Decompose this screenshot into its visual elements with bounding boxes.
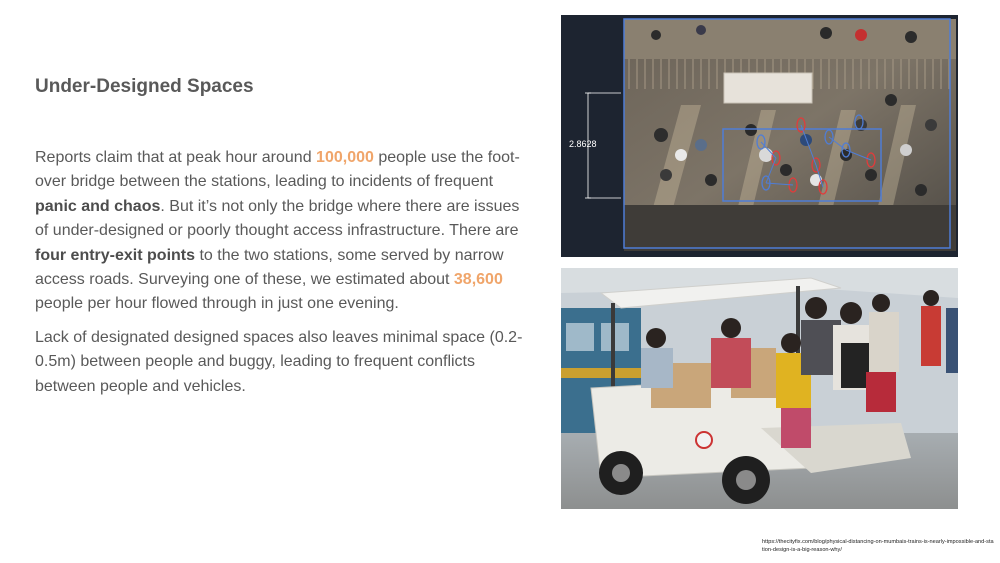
slide-title: Under-Designed Spaces [35,76,254,97]
buggy-scene [561,268,958,509]
measurement-label: 2.8628 [569,139,597,149]
text-segment: to the two stations, some served by narrow access roads. Surveying one of these, we estimated about [35,246,504,289]
paragraph-space-conflicts: Lack of designated designed spaces also leaves minimal space (0.2-0.5m) between people and buggy, leading to frequent conflicts between people and vehicles. [35,328,523,395]
highlight-number-peak: 100,000 [316,149,374,166]
text-segment: people per hour flowed through in just one evening. [35,295,399,313]
aerial-crowd-image [561,15,958,257]
emphasis-entry-exit: four entry-exit points [35,246,196,264]
text-segment: . But it’s not only the bridge where there are issues of under-designed or poorly thought access infrastructure. There are [35,197,520,240]
paragraph-peak-hour [35,146,535,317]
text-segment: people use the foot-over bridge between the stations, leading to incidents of frequent [35,149,520,191]
text-segment: Reports claim that at peak hour around [35,149,317,166]
body-text [35,146,535,408]
source-url: https://thecityfix.com/blog/physical-distancing-on-mumbais-trains-is-nearly-impossible-and-station-design-is-a-big-reason-why/ [762,539,994,553]
emphasis-panic: panic and chaos [35,197,161,215]
highlight-number-flow: 38,600 [453,271,503,289]
aerial-scene [561,15,958,257]
platform-buggy-image [561,268,958,509]
